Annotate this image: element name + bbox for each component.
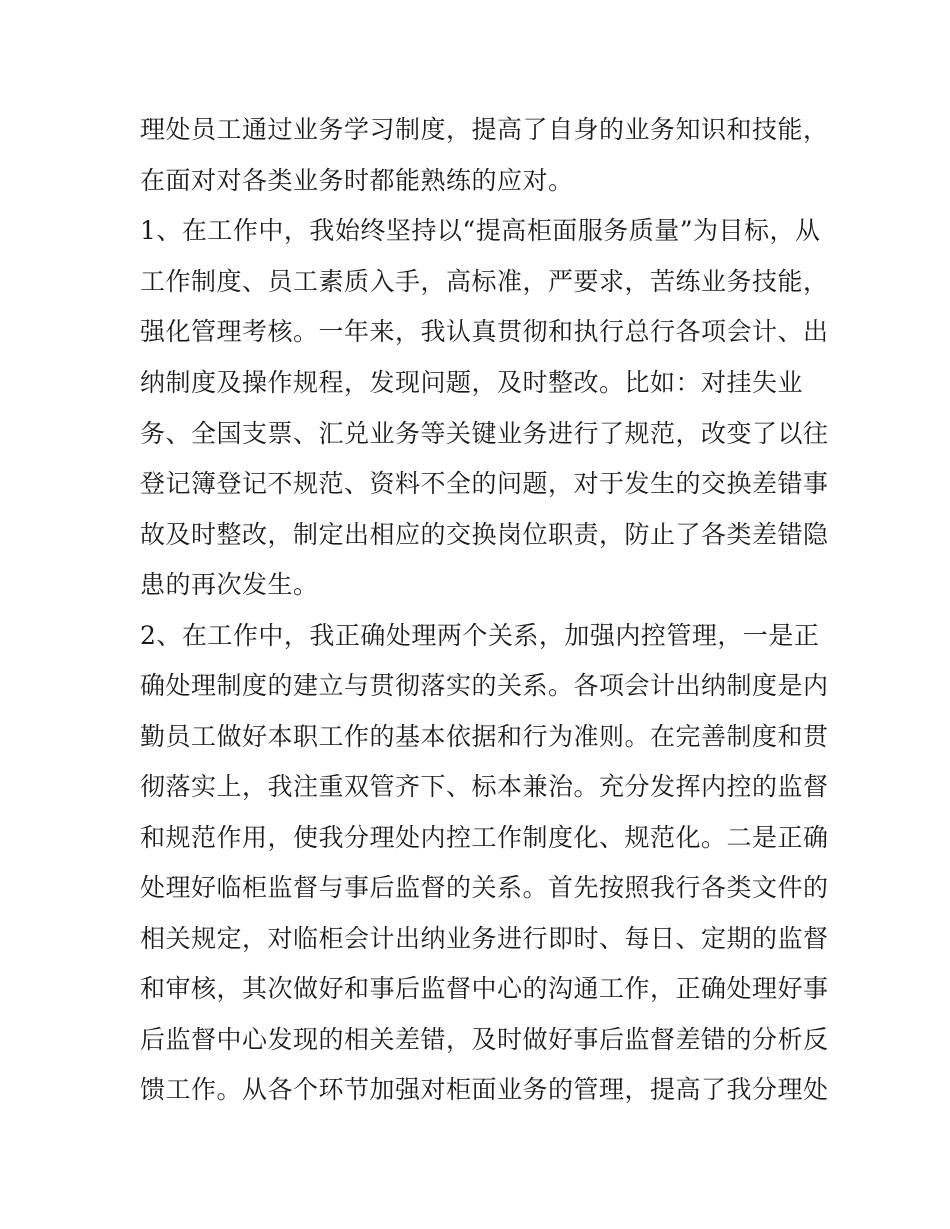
text-line: 在面对对各类业务时都能熟练的应对。 xyxy=(140,166,574,195)
text-line: 工作制度、员工素质入手，高标准，严要求，苦练业务技能， xyxy=(140,267,829,296)
text-line: 患的再次发生。 xyxy=(140,570,319,599)
text-line: 彻落实上，我注重双管齐下、标本兼治。充分发挥内控的监督 xyxy=(140,772,829,801)
text-line: 馈工作。从各个环节加强对柜面业务的管理，提高了我分理处 xyxy=(140,1075,829,1104)
text-line: 理处员工通过业务学习制度，提高了自身的业务知识和技能， xyxy=(140,115,829,144)
text-line: 登记簿登记不规范、资料不全的问题，对于发生的交换差错事 xyxy=(140,469,829,498)
text-line: 务、全国支票、汇兑业务等关键业务进行了规范，改变了以往 xyxy=(140,419,829,448)
text-line: 确处理制度的建立与贯彻落实的关系。各项会计出纳制度是内 xyxy=(140,671,829,700)
text-line: 故及时整改，制定出相应的交换岗位职责，防止了各类差错隐 xyxy=(140,520,829,549)
paragraph-1-start: 1、在工作中，我始终坚持以“提高柜面服务质量”为目标，从 xyxy=(140,216,821,245)
text-line: 强化管理考核。一年来，我认真贯彻和执行总行各项会计、出 xyxy=(140,317,829,346)
text-line: 和审核，其次做好和事后监督中心的沟通工作，正确处理好事 xyxy=(140,974,829,1003)
paragraph-2-start: 2、在工作中，我正确处理两个关系，加强内控管理，一是正 xyxy=(140,621,820,650)
text-line: 后监督中心发现的相关差错，及时做好事后监督差错的分析反 xyxy=(140,1025,829,1054)
text-line: 勤员工做好本职工作的基本依据和行为准则。在完善制度和贯 xyxy=(140,722,829,751)
text-line: 相关规定，对临柜会计出纳业务进行即时、每日、定期的监督 xyxy=(140,924,829,953)
text-line: 纳制度及操作规程，发现问题，及时整改。比如：对挂失业 xyxy=(140,368,804,397)
text-line: 处理好临柜监督与事后监督的关系。首先按照我行各类文件的 xyxy=(140,873,829,902)
text-line: 和规范作用，使我分理处内控工作制度化、规范化。二是正确 xyxy=(140,823,829,852)
